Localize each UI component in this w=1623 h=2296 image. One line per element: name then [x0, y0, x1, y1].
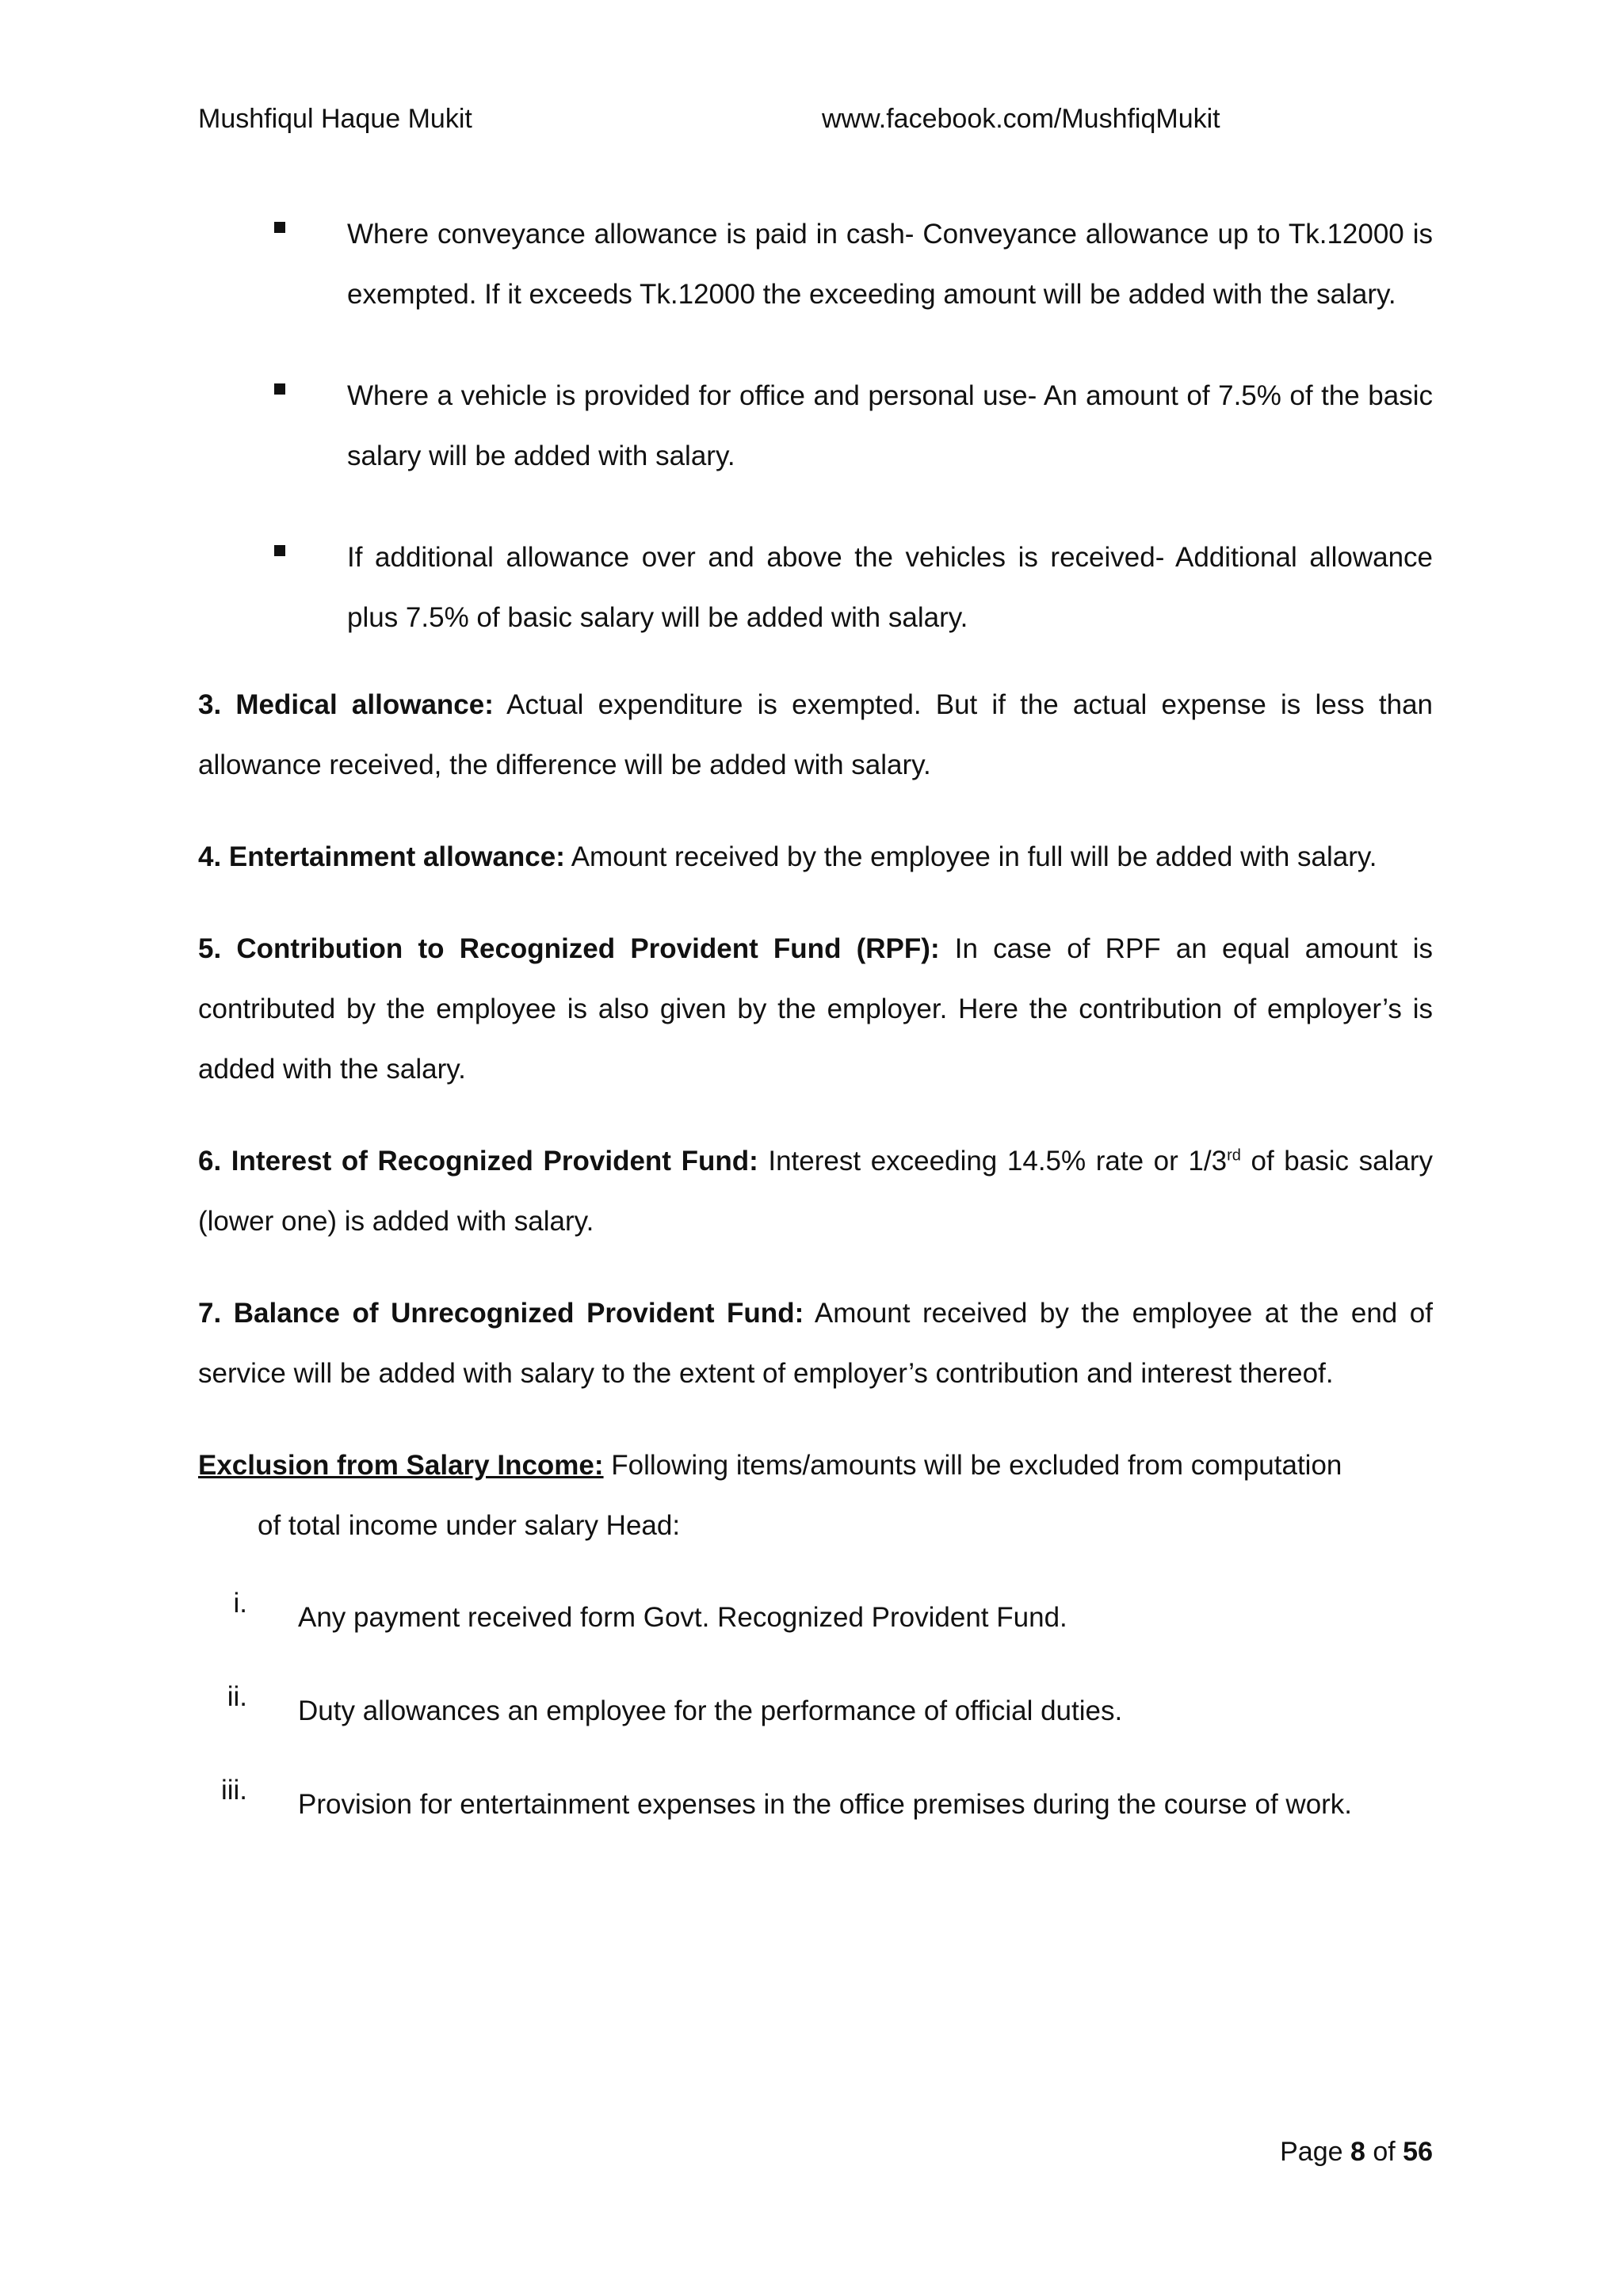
section-text: Amount received by the employee in full will be added with salary. — [564, 841, 1377, 872]
section-urpf-balance — [198, 1283, 1433, 1404]
header-author: Mushfiqul Haque Mukit — [198, 104, 472, 134]
section-rpf-contribution — [198, 919, 1433, 1100]
square-bullet-icon — [274, 222, 285, 233]
bullet-text: Where conveyance allowance is paid in cash- Conveyance allowance up to Tk.12000 is exempted. If it exceeds Tk.12000 the exceeding amount will be added with the salary. — [347, 219, 1433, 310]
section-text-continued: of basic salary (lower one) is added with salary. — [198, 1146, 1433, 1237]
square-bullet-icon — [274, 545, 285, 556]
of-word: of — [1373, 2137, 1396, 2167]
bullet-list — [198, 204, 1433, 648]
exclusion-intro — [198, 1436, 1433, 1496]
roman-numeral: ii. — [227, 1681, 247, 1712]
bullet-text: If additional allowance over and above the vehicles is received- Additional allowance plus 7.5% of basic salary will be added with salary. — [347, 542, 1433, 633]
superscript-ordinal: rd — [1227, 1146, 1241, 1165]
header-facebook-link[interactable]: www.facebook.com/MushfiqMukit — [822, 104, 1220, 134]
section-entertainment-allowance — [198, 827, 1433, 887]
section-title: 4. Entertainment allowance: — [198, 841, 565, 872]
list-item — [198, 1681, 1433, 1741]
exclusion-item-text: Duty allowances an employee for the performance of official duties. — [298, 1695, 1123, 1726]
exclusion-section — [198, 1436, 1433, 1835]
exclusion-intro-continued — [198, 1496, 1433, 1556]
current-page: 8 — [1350, 2137, 1365, 2167]
list-item — [198, 366, 1433, 486]
section-title: 6. Interest of Recognized Provident Fund: — [198, 1146, 758, 1177]
roman-numeral: i. — [233, 1588, 247, 1619]
section-title: 3. Medical allowance: — [198, 689, 494, 720]
exclusion-intro-text: Following items/amounts will be excluded from computation — [603, 1450, 1342, 1481]
page-content — [198, 204, 1433, 1868]
page-word: Page — [1280, 2137, 1343, 2167]
section-text: Amount received by the employee at the end of service will be added with salary to the extent of employer’s contribution and interest thereof. — [198, 1298, 1433, 1389]
list-item — [198, 204, 1433, 325]
bullet-text: Where a vehicle is provided for office and personal use- An amount of 7.5% of the basic salary will be added with salary. — [347, 380, 1433, 471]
section-title: 7. Balance of Unrecognized Provident Fund: — [198, 1298, 804, 1329]
list-item — [198, 528, 1433, 648]
section-text: In case of RPF an equal amount is contributed by the employee is also given by the employer. Here the contribution of employer’s is added with the salary. — [198, 933, 1434, 1085]
square-bullet-icon — [274, 383, 285, 395]
page-number — [1280, 2133, 1433, 2171]
exclusion-item-text: Any payment received form Govt. Recognized Provident Fund. — [298, 1602, 1067, 1633]
roman-numeral: iii. — [220, 1775, 247, 1806]
exclusion-intro-line2: of total income under salary Head: — [258, 1510, 681, 1541]
exclusion-item-text: Provision for entertainment expenses in the office premises during the course of work. — [298, 1789, 1353, 1820]
list-item — [198, 1775, 1433, 1835]
exclusion-heading: Exclusion from Salary Income: — [198, 1450, 604, 1481]
section-rpf-interest — [198, 1131, 1433, 1252]
exclusion-list — [198, 1588, 1433, 1835]
section-title: 5. Contribution to Recognized Provident Fund (RPF): — [198, 933, 940, 964]
list-item — [198, 1588, 1433, 1648]
total-pages: 56 — [1403, 2137, 1433, 2167]
section-text: Interest exceeding 14.5% rate or 1/3 — [758, 1146, 1228, 1177]
section-medical-allowance — [198, 675, 1433, 795]
section-text: Actual expenditure is exempted. But if the actual expense is less than allowance received, the difference will be added with salary. — [198, 689, 1434, 780]
